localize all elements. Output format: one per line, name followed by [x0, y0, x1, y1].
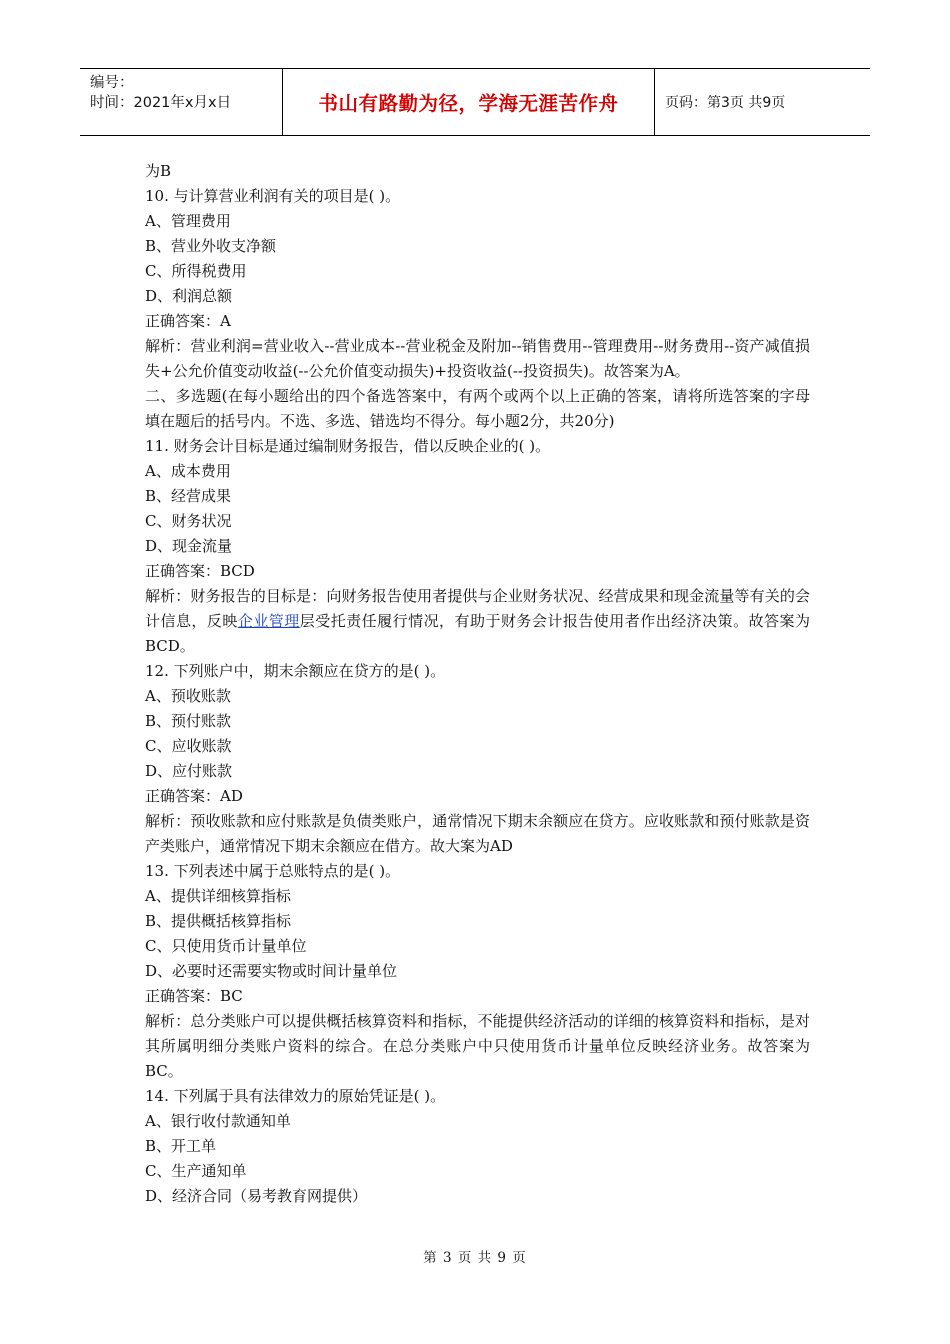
enterprise-management-link[interactable]: 企业管理 [237, 612, 300, 630]
section-heading-multiple-choice: 二、多选题(在每小题给出的四个备选答案中，有两个或两个以上正确的答案，请将所选答案的字母填在题后的括号内。不选、多选、错选均不得分。每小题2分，共20分) [145, 387, 810, 430]
question-13: 13. 下列表述中属于总账特点的是( )。 [145, 862, 401, 880]
page-header [80, 68, 870, 136]
option-a: A、成本费用 [145, 462, 231, 480]
option-b: B、营业外收支净额 [145, 237, 277, 255]
option-d: D、应付账款 [145, 762, 233, 780]
page-footer: 第 3 页 共 9 页 [423, 1250, 527, 1266]
question-10: 10. 与计算营业利润有关的项目是( )。 [145, 187, 401, 205]
explanation: 解析：营业利润=营业收入--营业成本--营业税金及附加--销售费用--管理费用--财务费用--资产减值损失+公允价值变动收益(--公允价值变动损失)+投资收益(--投资损失)。故答案为A。 [145, 337, 810, 380]
explanation-text: 解析：财务报告的目标是：向财务报告使用者提供与企业财务状况、经营成果和现金流量等有关的会计信息，反映 [145, 587, 810, 630]
option-a: A、预收账款 [145, 687, 231, 705]
question-12: 12. 下列账户中，期末余额应在贷方的是( )。 [145, 662, 446, 680]
explanation [145, 584, 810, 659]
option-b: B、开工单 [145, 1137, 217, 1155]
document-number-label: 编号： [90, 75, 134, 91]
option-c: C、应收账款 [145, 737, 232, 755]
option-b: B、预付账款 [145, 712, 232, 730]
document-body [145, 159, 810, 1209]
document-time-label: 时间：2021年x月x日 [90, 95, 232, 111]
answer-continuation: 为B [145, 162, 172, 180]
header-meta [80, 69, 282, 135]
option-c: C、财务状况 [145, 512, 232, 530]
option-d: D、必要时还需要实物或时间计量单位 [145, 962, 398, 980]
option-a: A、管理费用 [145, 212, 231, 230]
header-page-info-cell [655, 69, 870, 135]
header-motto: 书山有路勤为径，学海无涯苦作舟 [318, 92, 619, 115]
option-d: D、经济合同（易考教育网提供） [145, 1187, 368, 1205]
question-14: 14. 下列属于具有法律效力的原始凭证是( )。 [145, 1087, 446, 1105]
header-page-info: 页码：第3页 共9页 [665, 95, 786, 111]
option-d: D、现金流量 [145, 537, 233, 555]
option-c: C、只使用货币计量单位 [145, 937, 307, 955]
question-11: 11. 财务会计目标是通过编制财务报告，借以反映企业的( )。 [145, 437, 551, 455]
option-a: A、银行收付款通知单 [145, 1112, 291, 1130]
correct-answer: 正确答案：BC [145, 987, 243, 1005]
explanation-text: 层受托责任履行情况，有助于财务会计报告使用者作出经济决策。故答案为BCD。 [145, 612, 810, 655]
header-motto-cell [282, 69, 655, 135]
correct-answer: 正确答案：BCD [145, 562, 255, 580]
option-b: B、经营成果 [145, 487, 232, 505]
explanation: 解析：总分类账户可以提供概括核算资料和指标，不能提供经济活动的详细的核算资料和指标，是对其所属明细分类账户资料的综合。在总分类账户中只使用货币计量单位反映经济业务。故答案为BC。 [145, 1012, 810, 1080]
option-d: D、利润总额 [145, 287, 233, 305]
correct-answer: 正确答案：AD [145, 787, 243, 805]
option-c: C、所得税费用 [145, 262, 247, 280]
correct-answer: 正确答案：A [145, 312, 231, 330]
explanation: 解析：预收账款和应付账款是负债类账户，通常情况下期末余额应在贷方。应收账款和预付账款是资产类账户，通常情况下期末余额应在借方。故大案为AD [145, 812, 810, 855]
option-b: B、提供概括核算指标 [145, 912, 292, 930]
option-c: C、生产通知单 [145, 1162, 247, 1180]
option-a: A、提供详细核算指标 [145, 887, 291, 905]
